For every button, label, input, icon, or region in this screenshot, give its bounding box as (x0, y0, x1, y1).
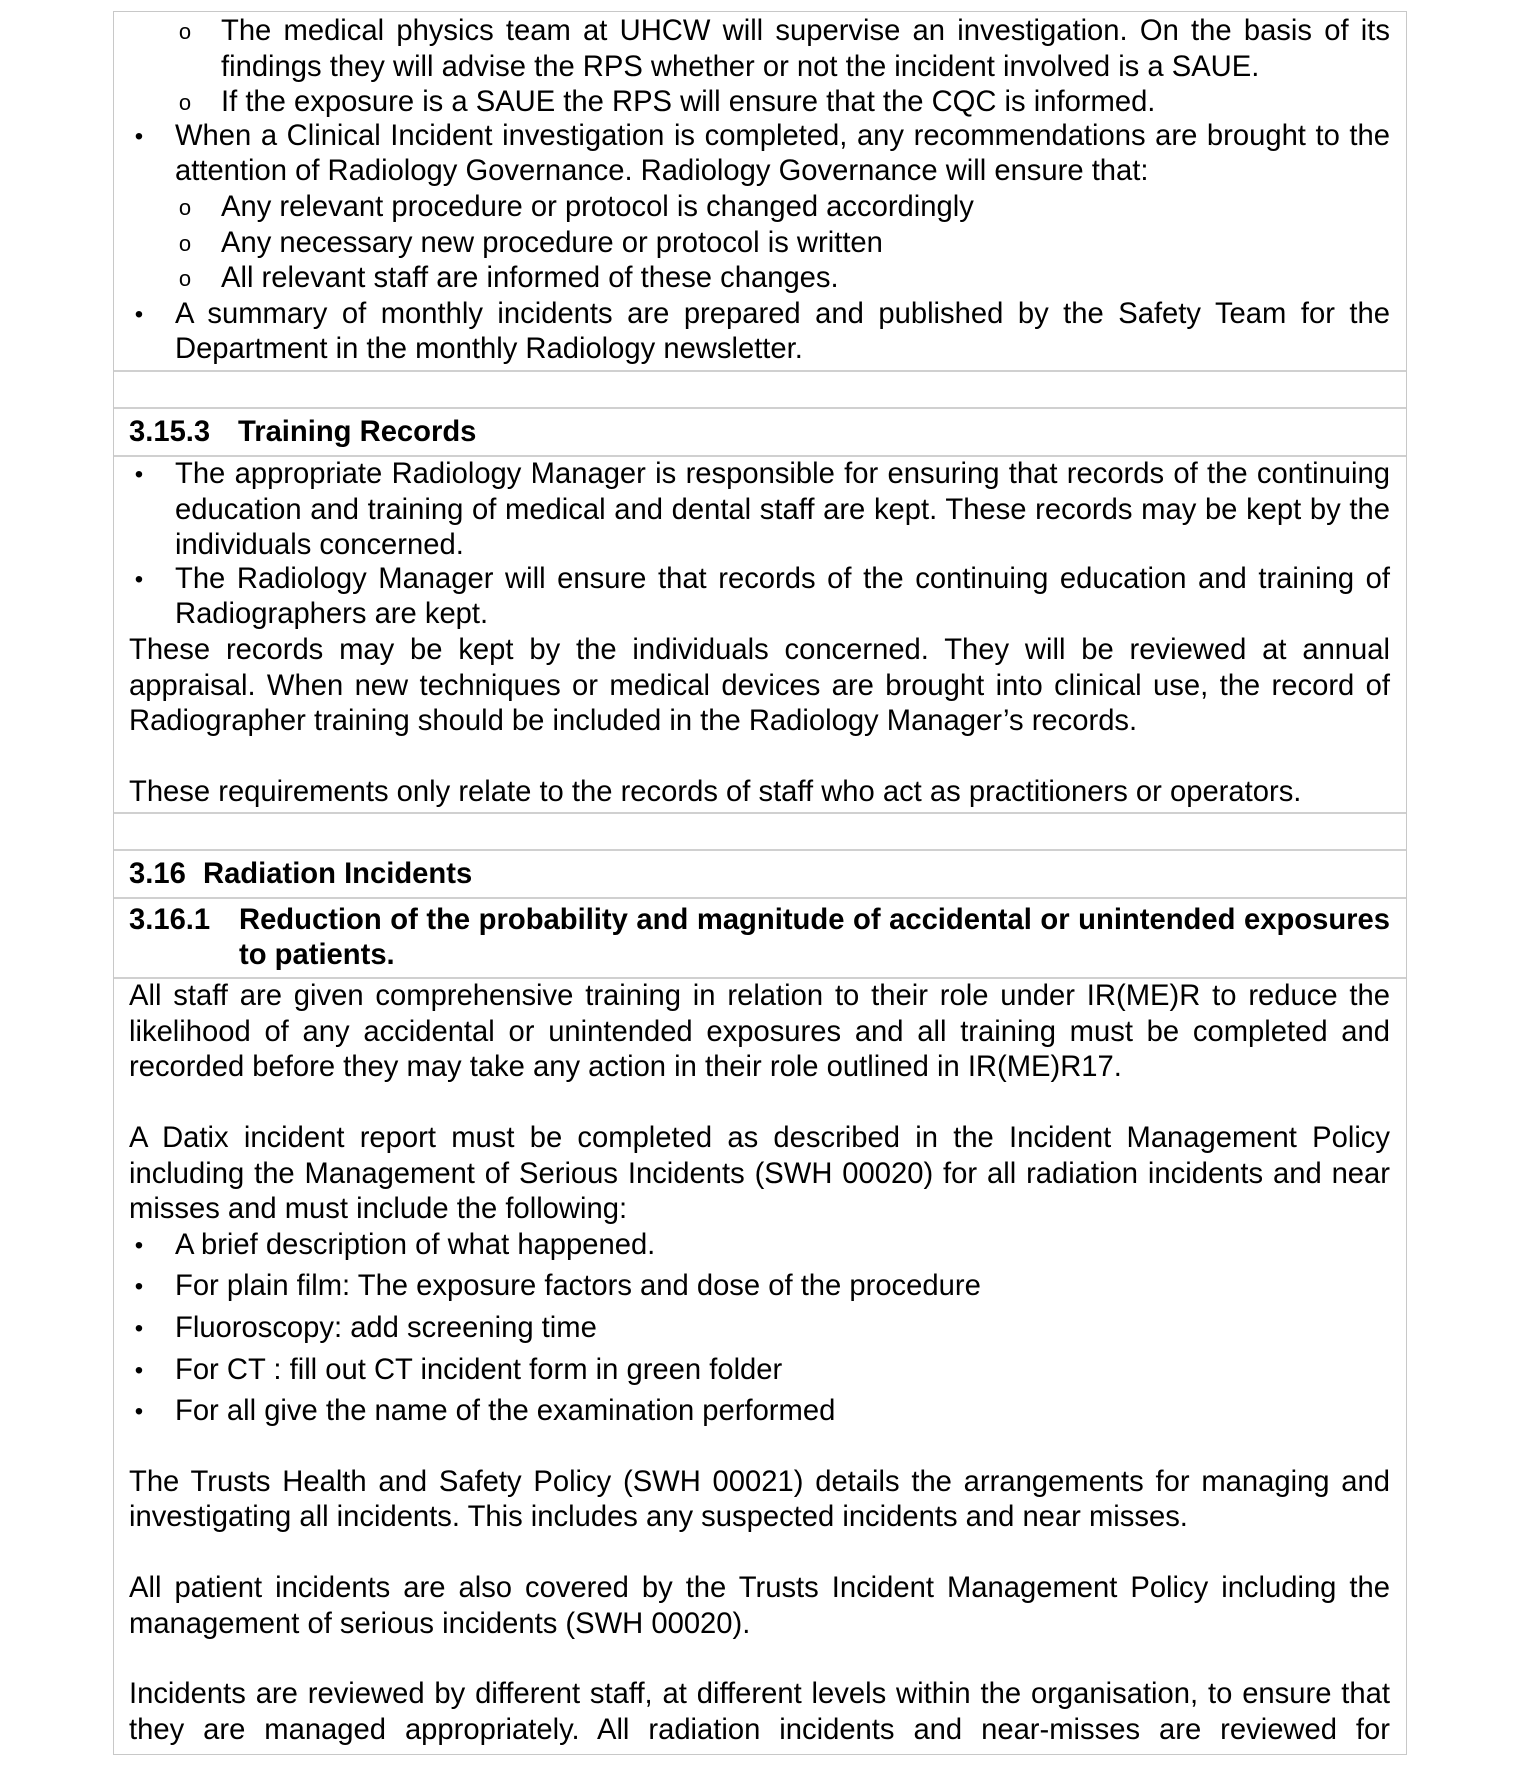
hollow-bullet-icon: o (178, 230, 192, 256)
list-item-text: If the exposure is a SAUE the RPS will ensure that the CQC is informed. (221, 86, 1156, 119)
list-item-text: All relevant staff are informed of these changes. (221, 262, 839, 295)
section-title: Reduction of the probability and magnitude of accidental or unintended exposures to patients. (239, 904, 1390, 972)
bullet-icon: • (134, 1398, 144, 1426)
list-item (129, 190, 1390, 226)
paragraph: These requirements only relate to the records of staff who act as practitioners or operators. (129, 775, 1302, 808)
list-item (129, 1394, 1390, 1430)
list-item-text: For plain film: The exposure factors and dose of the procedure (175, 1270, 981, 1303)
bullet-icon: • (134, 460, 144, 488)
bullet-icon: • (134, 300, 144, 328)
spacer-row (114, 814, 1406, 851)
list-item-text: For all give the name of the examination performed (175, 1395, 836, 1428)
list-item (129, 119, 1390, 190)
list-item (129, 226, 1390, 262)
paragraph: The Trusts Health and Safety Policy (SWH 00021) details the arrangements for managing and investigating all incidents. This includes any suspected incidents and near misses. (129, 1465, 1390, 1534)
datix-requirements-list (129, 1228, 1390, 1430)
training-records-body (114, 457, 1406, 814)
training-records-list (129, 457, 1390, 633)
list-item (129, 1353, 1390, 1389)
list-item-text: A summary of monthly incidents are prepared and published by the Safety Team for the Department in the monthly Radiology newsletter. (175, 297, 1390, 366)
list-item-text: For CT : fill out CT incident form in green folder (175, 1353, 783, 1386)
bullet-icon: • (134, 565, 144, 593)
bullet-icon: • (134, 1231, 144, 1259)
hollow-bullet-icon: o (178, 19, 192, 44)
list-item-text: The medical physics team at UHCW will supervise an investigation. On the basis of its findings they will advise the RPS whether or not the incident involved is a SAUE. (221, 15, 1390, 83)
bullet-icon: • (134, 1356, 144, 1384)
list-item (129, 261, 1390, 297)
hollow-bullet-icon: o (178, 266, 192, 292)
document-table (113, 11, 1407, 1755)
list-item (129, 457, 1390, 564)
hollow-bullet-icon: o (178, 194, 192, 220)
list-item-text: A brief description of what happened. (175, 1228, 656, 1261)
spacer-row (114, 372, 1406, 409)
incident-process-list (129, 14, 1390, 368)
paragraph: Incidents are reviewed by different staff, at different levels within the organisation, to ensure that they are managed appropriately. All radiation incidents and near-misses are reviewed for (129, 1678, 1390, 1746)
list-item-text: Any relevant procedure or protocol is changed accordingly (221, 190, 974, 223)
list-item (129, 1311, 1390, 1347)
list-item-text: When a Clinical Incident investigation is completed, any recommendations are brought to the attention of Radiology Governance. Radiology Governance will ensure that: (175, 119, 1390, 188)
list-item-text: Fluoroscopy: add screening time (175, 1312, 597, 1345)
bullet-icon: • (134, 1273, 144, 1301)
list-item-text: Any necessary new procedure or protocol is written (221, 226, 883, 259)
list-item (129, 1269, 1390, 1305)
section-number: 3.16.1 (129, 904, 211, 937)
section-heading-3-16-1 (114, 899, 1406, 979)
list-item (129, 85, 1390, 121)
section-number: 3.16 (129, 858, 186, 891)
section-heading-3-15-3 (114, 409, 1406, 457)
bullet-icon: • (134, 122, 144, 150)
section-title: Radiation Incidents (203, 858, 473, 891)
paragraph: A Datix incident report must be completed as described in the Incident Management Policy including the Management of Serious Incidents (SWH 00020) for all radiation incidents and near misses and must include the following: (129, 1122, 1390, 1226)
incident-process-list-row (114, 12, 1406, 372)
list-item (129, 562, 1390, 633)
paragraph: All patient incidents are also covered by the Trusts Incident Management Policy including the management of serious incidents (SWH 00020). (129, 1572, 1390, 1640)
hollow-bullet-icon: o (178, 90, 192, 116)
list-item (129, 14, 1390, 85)
paragraph: All staff are given comprehensive training in relation to their role under IR(ME)R to reduce the likelihood of any accidental or unintended exposures and all training must be completed and recorded before they may take any action in their role outlined in IR(ME)R17. (129, 980, 1390, 1084)
paragraph: These records may be kept by the individuals concerned. They will be reviewed at annual appraisal. When new techniques or medical devices are brought into clinical use, the record of Radiographer training should be included in the Radiology Manager’s records. (129, 633, 1390, 738)
section-number: 3.15.3 (129, 415, 211, 448)
bullet-icon: • (134, 1315, 144, 1343)
list-item (129, 1228, 1390, 1264)
list-item-text: The appropriate Radiology Manager is responsible for ensuring that records of the continuing education and training of medical and dental staff are kept. These records may be kept by the individuals concerned. (175, 457, 1390, 562)
list-item (129, 297, 1390, 368)
section-heading-3-16 (114, 851, 1406, 899)
radiation-incidents-body (114, 979, 1406, 1754)
list-item-text: The Radiology Manager will ensure that records of the continuing education and training of Radiographers are kept. (175, 562, 1390, 631)
section-title: Training Records (238, 415, 477, 448)
